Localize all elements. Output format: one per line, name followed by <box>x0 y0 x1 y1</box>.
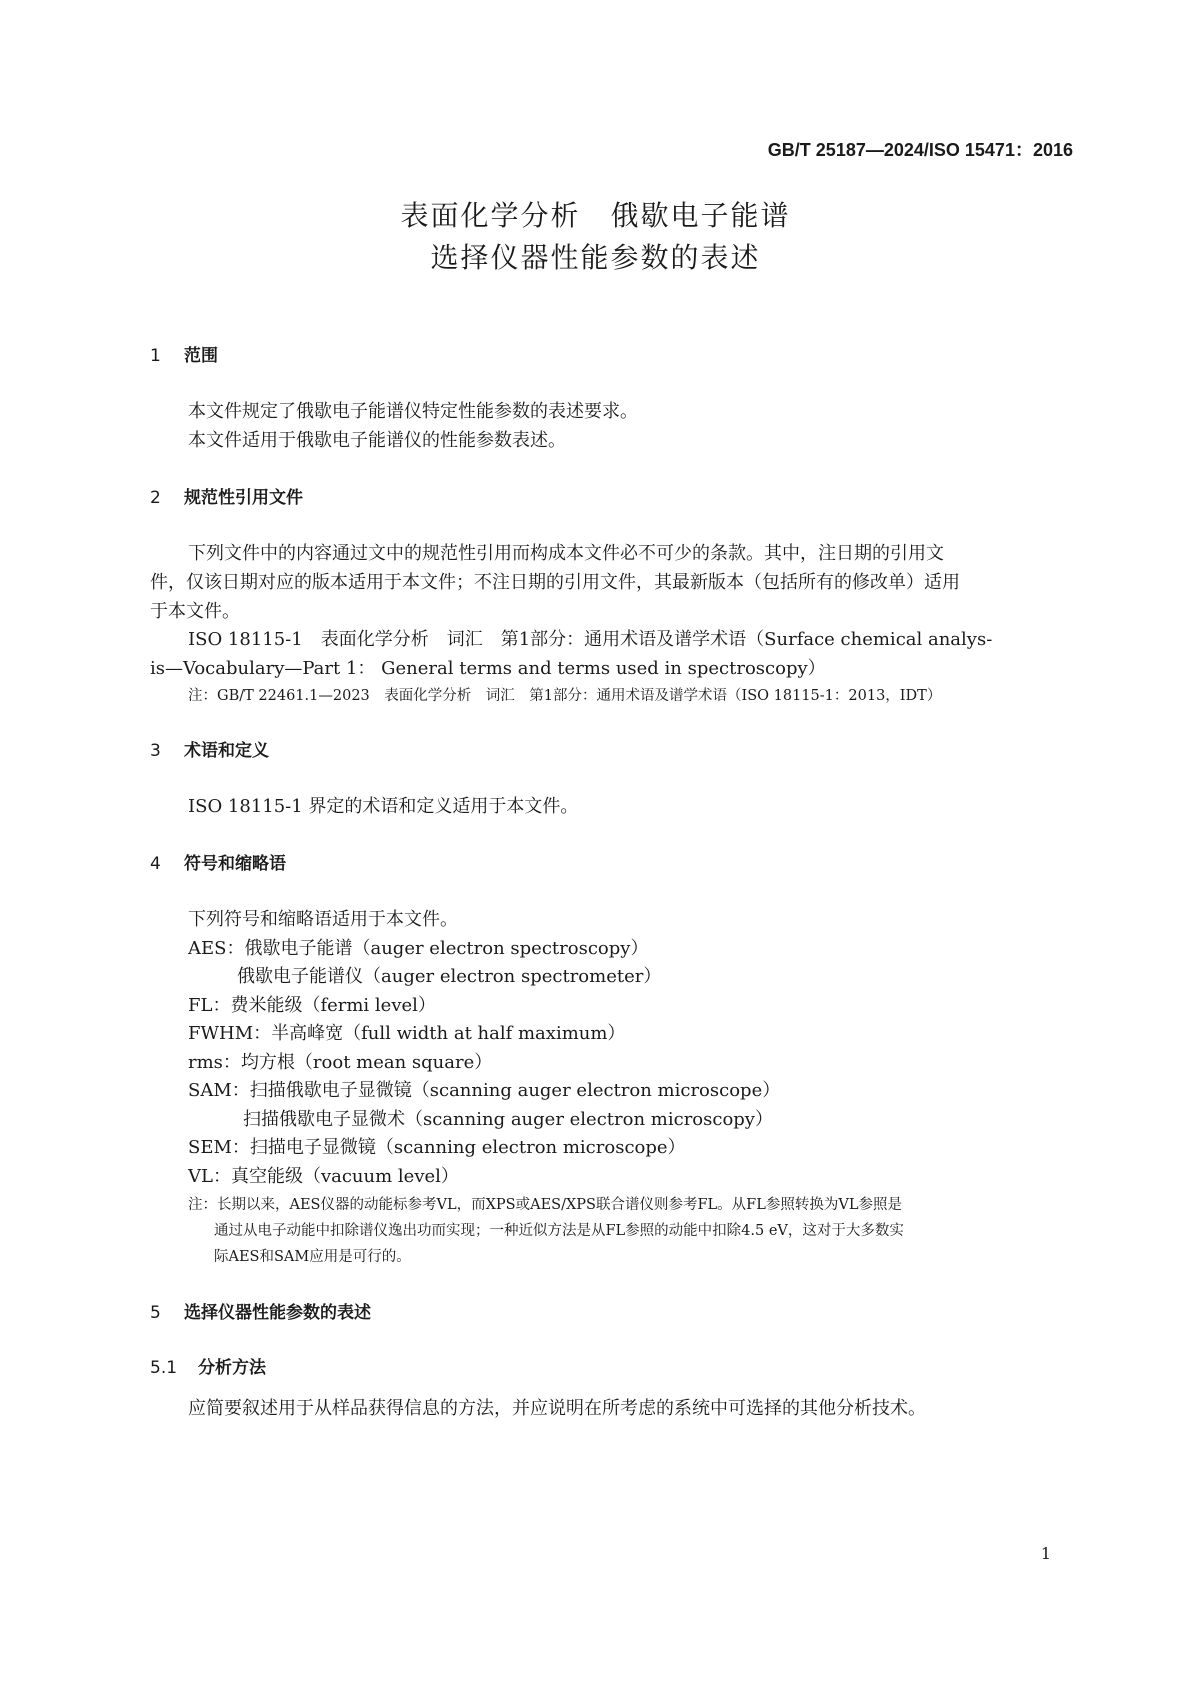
reference-line: is—Vocabulary—Part 1： General terms and terms used in spectroscopy） <box>150 658 826 679</box>
list-item: SAM：扫描俄歇电子显微镜（scanning auger electron microscope） <box>188 1080 781 1101</box>
paragraph-line: 于本文件。 <box>150 601 240 622</box>
list-item: rms：均方根（root mean square） <box>188 1052 493 1073</box>
section-number: 5 <box>150 1303 161 1323</box>
reference-line: ISO 18115-1 表面化学分析 词汇 第1部分：通用术语及谱学术语（Surface chemical analys- <box>188 629 993 650</box>
document-title-line-2: 选择仪器性能参数的表述 <box>430 241 761 274</box>
paragraph: 本文件规定了俄歇电子能谱仪特定性能参数的表述要求。 <box>188 401 638 422</box>
list-item: FL：费米能级（fermi level） <box>188 995 436 1016</box>
section-title: 选择仪器性能参数的表述 <box>184 1303 371 1323</box>
standard-number: GB/T 25187—2024/ISO 15471：2016 <box>767 140 1073 160</box>
list-item: VL：真空能级（vacuum level） <box>188 1166 459 1187</box>
note-line: 际AES和SAM应用是可行的。 <box>214 1249 411 1265</box>
section-title: 符号和缩略语 <box>184 854 286 874</box>
subsection-5-1-heading <box>150 1353 266 1378</box>
subsection-number: 5.1 <box>150 1358 178 1378</box>
section-number: 1 <box>150 346 161 366</box>
paragraph: ISO 18115-1 界定的术语和定义适用于本文件。 <box>188 796 579 817</box>
section-number: 4 <box>150 854 161 874</box>
list-item: 扫描俄歇电子显微术（scanning auger electron microscopy） <box>243 1109 773 1130</box>
section-title: 规范性引用文件 <box>184 488 303 508</box>
note-line: 通过从电子动能中扣除谱仪逸出功而实现；一种近似方法是从FL参照的动能中扣除4.5 eV，这对于大多数实 <box>214 1223 904 1239</box>
section-5-heading <box>150 1298 371 1323</box>
section-4-heading <box>150 849 286 874</box>
note: 注：GB/T 22461.1—2023 表面化学分析 词汇 第1部分：通用术语及谱学术语（ISO 18115-1：2013，IDT） <box>188 688 942 704</box>
section-title: 术语和定义 <box>184 741 269 761</box>
section-number: 3 <box>150 741 161 761</box>
page-number: 1 <box>1040 1544 1051 1563</box>
list-item: FWHM：半高峰宽（full width at half maximum） <box>188 1023 626 1044</box>
list-item: AES：俄歇电子能谱（auger electron spectroscopy） <box>188 938 649 959</box>
list-item: 俄歇电子能谱仪（auger electron spectrometer） <box>237 966 662 987</box>
note-line: 注：长期以来，AES仪器的动能标参考VL，而XPS或AES/XPS联合谱仪则参考FL。从FL参照转换为VL参照是 <box>188 1197 902 1213</box>
document-title-line-1: 表面化学分析 俄歇电子能谱 <box>400 199 791 232</box>
section-number: 2 <box>150 488 161 508</box>
paragraph: 本文件适用于俄歇电子能谱仪的性能参数表述。 <box>188 430 566 451</box>
section-3-heading <box>150 736 269 761</box>
subsection-title: 分析方法 <box>198 1358 266 1378</box>
list-item: SEM：扫描电子显微镜（scanning electron microscope） <box>188 1137 686 1158</box>
paragraph: 下列符号和缩略语适用于本文件。 <box>188 909 458 930</box>
section-title: 范围 <box>184 346 218 366</box>
section-2-heading <box>150 483 303 508</box>
paragraph-line: 件，仅该日期对应的版本适用于本文件；不注日期的引用文件，其最新版本（包括所有的修改单）适用 <box>150 572 960 593</box>
paragraph-line: 下列文件中的内容通过文中的规范性引用而构成本文件必不可少的条款。其中，注日期的引用文 <box>188 543 944 564</box>
section-1-heading <box>150 341 218 366</box>
paragraph: 应简要叙述用于从样品获得信息的方法，并应说明在所考虑的系统中可选择的其他分析技术。 <box>188 1398 926 1419</box>
